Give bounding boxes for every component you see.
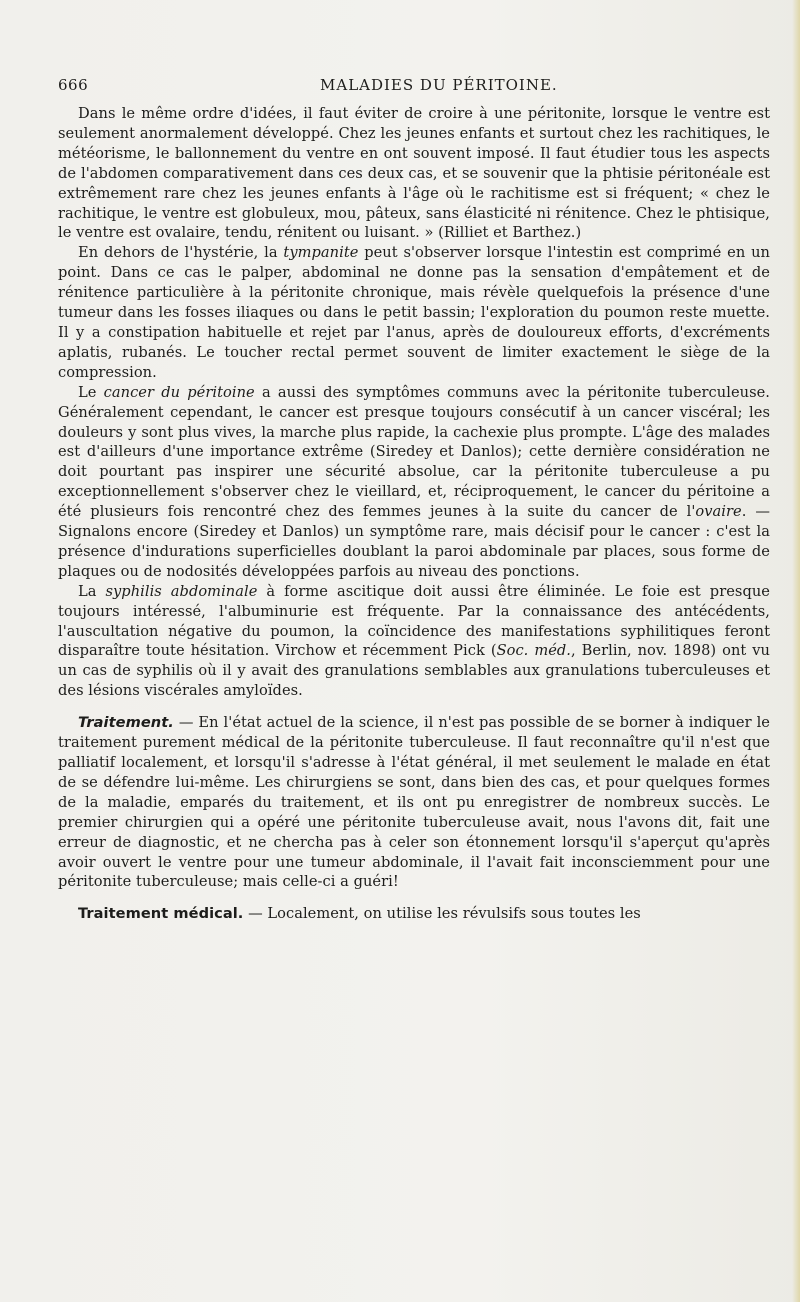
paragraph — [58, 243, 770, 382]
italic-term: syphilis abdominale — [105, 582, 258, 600]
running-title: MALADIES DU PÉRITOINE. — [320, 76, 558, 94]
italic-term: Soc. méd. — [496, 642, 571, 660]
text-run: Dans le même ordre d'idées, il faut éviter de croire à une péritonite, lorsque le ventre est seulement anormalement développé. Chez les jeunes enfants et surtout chez les rachitiques, le météorisme, le ballonnement du ventre en ont souvent imposé. Il faut étudier tous les aspects de l'abdomen comparativement dans ces deux cas, et se souvenir que la phtisie péritonéale est extrêmement rare chez les jeunes enfants à l'âge où le rachitisme est si fréquent; « chez le rachitique, le ventre est globuleux, mou, pâteux, sans élasticité ni rénitence. Chez le phtisique, le ventre est ovalaire, tendu, rénitent ou luisant. » (Rilliet et Barthez.) — [58, 105, 770, 242]
subsection-heading: Traitement médical. — [78, 905, 244, 923]
text-run: peut s'observer lorsque l'intestin est comprimé en un point. Dans ce cas le palper, abdominal ne donne pas la sensation d'empâtement et de rénitence particulière à la péritonite chronique, mais révèle quelquefois la présence d'une tumeur dans les fosses iliaques ou dans le petit bassin; l'exploration du poumon reste muette. Il y a constipation habituelle et rejet par l'anus, après de douloureux efforts, d'excréments aplatis, rubanés. Le toucher rectal permet souvent de limiter exactement le siège de la compression. — [58, 244, 770, 381]
text-run: a aussi des symptômes communs avec la péritonite tuberculeuse. Généralement cependant, le cancer est presque toujours consécutif à un cancer viscéral; les douleurs y sont plus vives, la marche plus rapide, la cachexie plus prompte. L'âge des malades est d'ailleurs d'une importance extrême (Siredey et Danlos); cette dernière considération ne doit pourtant pas inspirer une sécurité absolue, car la péritonite tuberculeuse a pu exceptionnellement s'observer chez le vieillard, et, réciproquement, le cancer du péritoine a été plusieurs fois rencontré chez des femmes jeunes à la suite du cancer de l' — [58, 383, 770, 521]
text-run: à forme ascitique doit aussi être éliminée. Le foie est presque toujours intéressé, l'albuminurie est fréquente. Par la connaissance des antécédents, l'auscultation négative du poumon, la coïncidence des manifestations syphilitiques feront disparaître toute hésitation. Virchow et récemment Pick ( — [58, 582, 770, 660]
italic-term: ovaire — [695, 503, 742, 521]
paragraph — [58, 904, 770, 924]
section-heading: Traitement. — [78, 714, 174, 732]
page-edge — [792, 0, 800, 1302]
text-run: En dehors de l'hystérie, la — [78, 244, 284, 262]
text-run: — En l'état actuel de la science, il n'est pas possible de se borner à indiquer le traitement purement médical de la péritonite tuberculeuse. Il faut reconnaître qu'il n'est que palliatif localement, et lorsqu'il s'adresse à l'état général, il met seulement le malade en état de se défendre lui-même. Les chirurgiens se sont, dans bien des cas, et pour quelques formes de la maladie, emparés du traitement, et ils ont pu enregistrer de nombreux succès. Le premier chirurgien qui a opéré une péritonite tuberculeuse avait, nous l'avons dit, fait une erreur de diagnostic, et ne chercha pas à celer son étonnement lorsqu'il s'aperçut qu'après avoir ouvert le ventre pour une tumeur abdominale, il l'avait fait inconsciemment pour une péritonite tuberculeuse; mais celle-ci a guéri! — [58, 714, 770, 891]
italic-term: cancer du péritoine — [103, 383, 255, 401]
paragraph — [58, 582, 770, 701]
paragraph — [58, 713, 770, 892]
body-text — [58, 104, 770, 924]
text-run: — Localement, on utilise les révulsifs sous toutes les — [243, 905, 641, 923]
text-run: . — Signalons encore (Siredey et Danlos) un symptôme rare, mais décisif pour le cancer : c'est la présence d'indurations superficielles doublant la paroi abdominale par places, sous forme de plaques ou de nodosités développées parfois au niveau des ponctions. — [58, 503, 770, 580]
italic-term: tympanite — [283, 244, 359, 262]
running-header — [58, 76, 760, 100]
paragraph — [58, 383, 770, 582]
paragraph — [58, 104, 770, 243]
text-run: , Berlin, nov. 1898) ont vu un cas de syphilis où il y avait des granulations semblables aux granulations tuberculeuses et des lésions viscérales amyloïdes. — [58, 642, 770, 700]
text-run: Le — [78, 383, 104, 401]
page-number: 666 — [58, 76, 89, 94]
text-run: La — [78, 582, 106, 600]
